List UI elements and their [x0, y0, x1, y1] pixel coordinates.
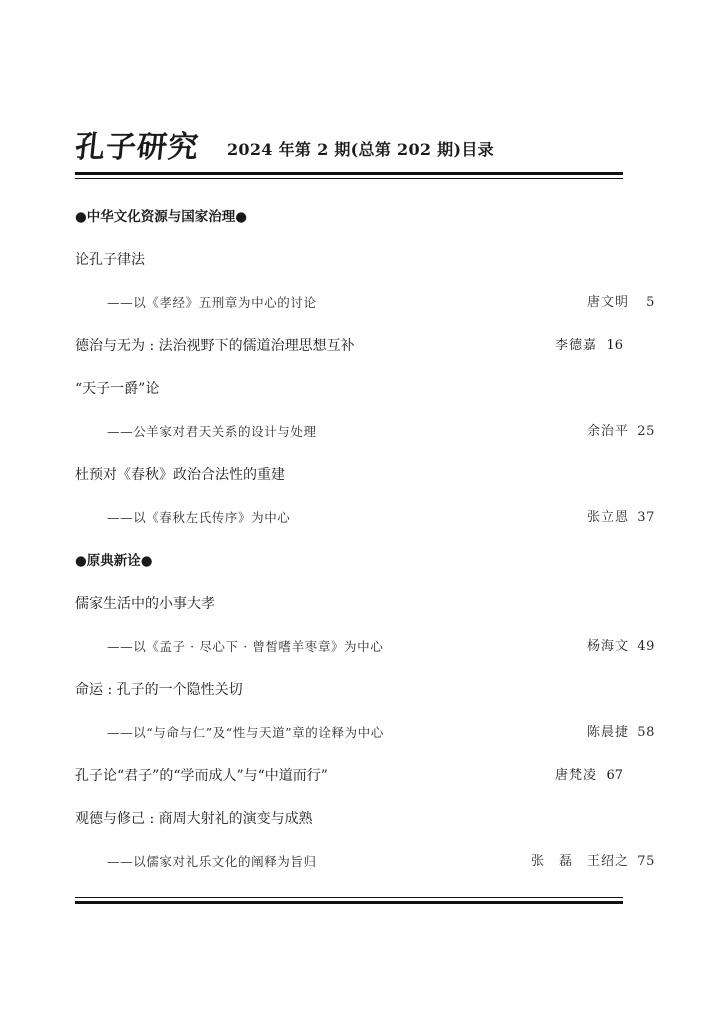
article-subtitle-row	[75, 421, 655, 443]
journal-logo: 孔子研究	[73, 130, 201, 165]
article-subtitle-row	[75, 722, 655, 744]
article-subtitle-row	[75, 507, 655, 529]
article-subtitle: ——以“与命与仁”及“性与天道”章的诠释为中心	[107, 725, 384, 740]
page-number: 16	[606, 338, 623, 353]
article-author: 杨海文	[586, 639, 629, 654]
article-author: 李德嘉	[554, 338, 597, 353]
page-number: 58	[637, 725, 655, 740]
article-title: 杜预对《春秋》政治合法性的重建	[75, 467, 285, 483]
article-title: 儒家生活中的小事大孝	[75, 596, 215, 612]
footer-rule-thick	[75, 901, 623, 904]
page-number: 67	[606, 768, 623, 783]
article-title-row	[75, 335, 623, 357]
header-rule-thick	[75, 172, 623, 175]
article-subtitle: ——以《春秋左氏传序》为中心	[107, 510, 291, 525]
article-title: 德治与无为 : 法治视野下的儒道治理思想互补	[75, 338, 355, 354]
article-author: 张立恩	[586, 510, 629, 525]
article-author: 余治平	[586, 424, 629, 439]
article-title-row	[75, 765, 623, 787]
issue-title: 2024 年第 2 期(总第 202 期)目录	[227, 140, 494, 159]
page-number: 75	[637, 854, 655, 869]
article-title: 命运 : 孔子的一个隐性关切	[75, 682, 243, 698]
section-heading: ●中华文化资源与国家治理●	[75, 209, 248, 225]
article-subtitle: ——以儒家对礼乐文化的阐释为旨归	[107, 854, 317, 869]
article-subtitle-row	[75, 636, 655, 658]
page-number: 37	[637, 510, 655, 525]
article-title: 观德与修己 : 商周大射礼的演变与成熟	[75, 811, 313, 827]
article-title: “天子一爵”论	[75, 381, 160, 397]
article-author: 唐文明	[586, 295, 629, 310]
article-title: 论孔子律法	[75, 252, 145, 268]
section-heading: ●原典新诠●	[75, 553, 153, 569]
toc-header	[75, 128, 623, 168]
article-subtitle: ——以《孟子 · 尽心下 · 曾皙嗜羊枣章》为中心	[107, 639, 384, 654]
article-author: 张 磊 王绍之	[530, 854, 629, 869]
footer-rule-thin	[75, 897, 623, 898]
article-subtitle-row	[75, 851, 655, 873]
article-author: 唐梵凌	[554, 768, 597, 783]
article-subtitle: ——公羊家对君天关系的设计与处理	[107, 424, 317, 439]
article-subtitle-row	[75, 292, 655, 314]
page-number: 5	[646, 295, 655, 310]
article-author: 陈晨捷	[586, 725, 629, 740]
article-subtitle: ——以《孝经》五刑章为中心的讨论	[107, 295, 317, 310]
header-rule-thin	[75, 178, 623, 179]
page-number: 49	[637, 639, 655, 654]
page-number: 25	[637, 424, 655, 439]
article-title: 孔子论“君子”的“学而成人”与“中道而行”	[75, 768, 328, 784]
